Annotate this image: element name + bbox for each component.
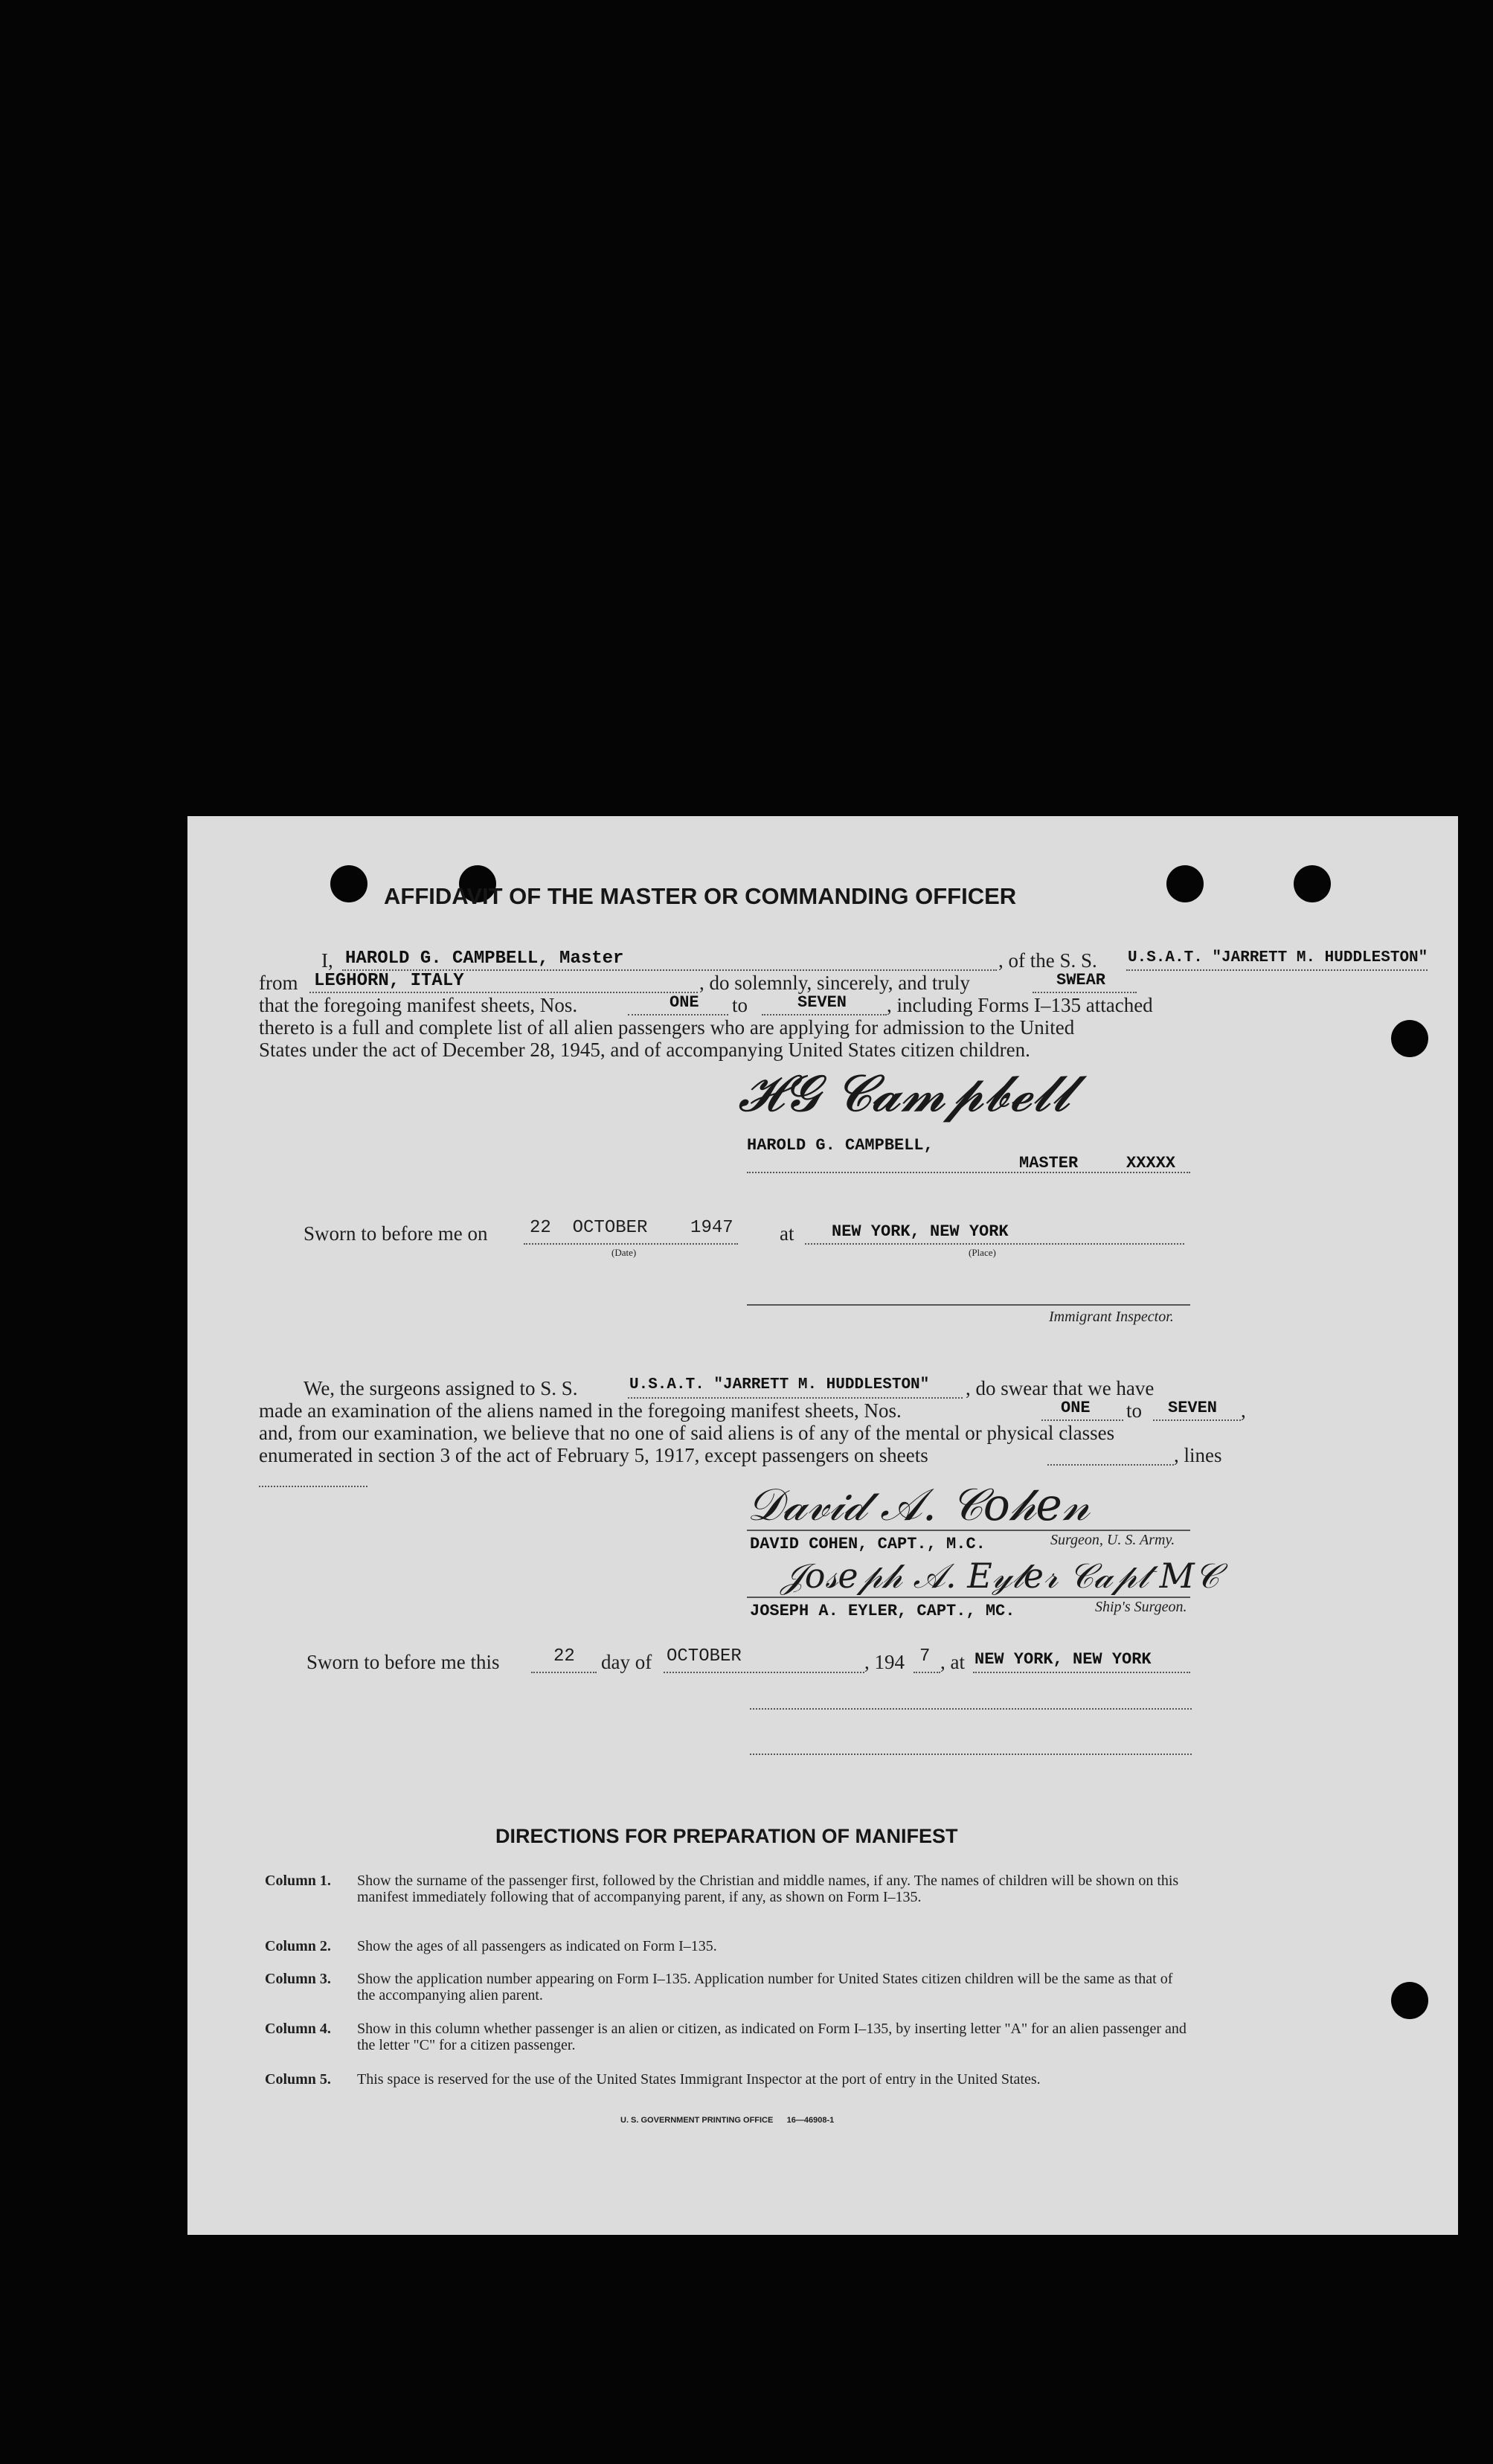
surgeons-line-2: made an examination of the aliens named in the foregoing manifest sheets, Nos. (259, 1399, 902, 1422)
lines-line (259, 1486, 367, 1487)
solemnly-text: , do solemnly, sincerely, and truly (699, 972, 970, 994)
including-text: , including Forms I–135 attached (887, 994, 1153, 1016)
column-3-text: Show the application number appearing on Form I–135. Application number for United States citizen children will be the same as that of the accompanying alien parent. (357, 1971, 1173, 2003)
master-sworn-date: 22 OCTOBER 1947 (530, 1218, 733, 1238)
inspector-line-1 (750, 1708, 1192, 1710)
to-label: to (732, 994, 748, 1016)
punch-hole (1391, 1982, 1428, 2019)
column-1-text: Show the surname of the passenger first, followed by the Christian and middle names, if any. The names of children will be shown on this manifest immediately following that of accompanying parent, if any, as shown on Form I–135. (357, 1873, 1179, 1905)
column-2-label: Column 2. (265, 1938, 331, 1954)
surgeons-to-label: to (1126, 1399, 1143, 1422)
i-label: I, (321, 949, 333, 972)
day-value: 22 (553, 1646, 575, 1666)
directions-title: DIRECTIONS FOR PREPARATION OF MANIFEST (495, 1825, 958, 1847)
month-value: OCTOBER (667, 1646, 742, 1666)
master-sworn-place: NEW YORK, NEW YORK (832, 1222, 1009, 1241)
surgeons-sworn-place: NEW YORK, NEW YORK (975, 1650, 1152, 1669)
port-value: LEGHORN, ITALY (314, 971, 464, 991)
master-sworn-date-line (524, 1243, 738, 1245)
master-title-strike: XXXXX (1126, 1154, 1176, 1172)
punch-hole (1391, 1020, 1428, 1057)
surgeon1-signature: 𝒟𝒶𝓋𝒾𝒹 𝒜. 𝒞𝑜𝒽𝑒𝓃 (747, 1479, 1090, 1531)
master-name: HAROLD G. CAMPBELL, Master (345, 949, 624, 969)
surgeon1-signature-line (747, 1530, 1190, 1531)
column-5-text: This space is reserved for the use of the United States Immigrant Inspector at the port of entry in the United States. (357, 2071, 1041, 2088)
affidavit-line-5: States under the act of December 28, 1945, and of accompanying United States citizen children. (259, 1039, 1030, 1061)
master-sworn-label: Sworn to before me on (304, 1222, 488, 1245)
surgeon2-signature-line (747, 1597, 1190, 1598)
year-line (914, 1672, 940, 1673)
column-3-label: Column 3. (265, 1971, 331, 1987)
surgeons-intro: We, the surgeons assigned to S. S. (304, 1377, 578, 1399)
nos-to-line (762, 1014, 887, 1016)
master-title: MASTER (1019, 1154, 1079, 1172)
master-sworn-place-line (805, 1243, 1184, 1245)
surgeons-ship-line (628, 1397, 963, 1399)
ship-name-line (1126, 969, 1428, 971)
surgeons-place-line (973, 1672, 1190, 1673)
nos-from-line (628, 1014, 728, 1016)
surgeon2-title: Ship's Surgeon. (1095, 1599, 1187, 1615)
surgeons-ship-name: U.S.A.T. "JARRETT M. HUDDLESTON" (629, 1376, 930, 1393)
sheets-line (1047, 1464, 1174, 1466)
column-5-label: Column 5. (265, 2071, 331, 2088)
nos-from: ONE (670, 993, 699, 1012)
surgeon2-name: JOSEPH A. EYLER, CAPT., MC. (750, 1602, 1015, 1620)
manifest-text: that the foregoing manifest sheets, Nos. (259, 994, 578, 1016)
surgeon1-name: DAVID COHEN, CAPT., M.C. (750, 1535, 986, 1553)
surgeons-at-label: , at (940, 1651, 965, 1673)
surgeons-nos-to-line (1153, 1419, 1241, 1421)
comma: , (1241, 1399, 1246, 1422)
punch-hole (1166, 865, 1204, 902)
surgeons-line-4: enumerated in section 3 of the act of February 5, 1917, except passengers on sheets (259, 1444, 928, 1466)
surgeon2-signature: 𝒥𝑜𝓈𝑒𝓅𝒽 𝒜. 𝐸𝓎𝓁𝑒𝓇 𝒞𝒶𝓅𝓉 𝑀𝒞 (781, 1556, 1220, 1596)
nos-to: SEVEN (797, 993, 847, 1012)
oath-word: SWEAR (1056, 971, 1106, 989)
year-suffix: 7 (919, 1646, 931, 1666)
lines-label: , lines (1174, 1444, 1222, 1466)
surgeons-sworn-label: Sworn to before me this (306, 1651, 500, 1673)
day-of-label: day of (601, 1651, 652, 1673)
of-ss-label: , of the S. S. (998, 949, 1097, 972)
column-1-label: Column 1. (265, 1873, 331, 1889)
surgeon1-title: Surgeon, U. S. Army. (1050, 1532, 1175, 1548)
inspector-line-2 (750, 1754, 1192, 1755)
master-at-label: at (780, 1222, 794, 1245)
master-typed-name: HAROLD G. CAMPBELL, (747, 1136, 934, 1155)
master-signature-line (747, 1172, 1190, 1173)
column-4-label: Column 4. (265, 2021, 331, 2037)
surgeons-nos-from-line (1041, 1419, 1123, 1421)
master-signature: 𝓗𝓖 𝓒𝓪𝓶𝓹𝓫𝓮𝓵𝓵 (738, 1065, 1071, 1123)
surgeons-nos-from: ONE (1061, 1399, 1091, 1417)
surgeons-nos-to: SEVEN (1168, 1399, 1218, 1417)
year-prefix: , 194 (864, 1651, 905, 1673)
surgeons-line-3: and, from our examination, we believe that no one of said aliens is of any of the mental or physical classes (259, 1422, 1115, 1444)
inspector-caption: Immigrant Inspector. (1049, 1309, 1174, 1325)
from-label: from (259, 972, 298, 994)
port-line (309, 992, 698, 993)
column-4-text: Show in this column whether passenger is an alien or citizen, as indicated on Form I–135, by inserting letter "A" for an alien passenger and the letter "C" for a citizen passenger. (357, 2021, 1187, 2053)
affidavit-title: AFFIDAVIT OF THE MASTER OR COMMANDING OFFICER (384, 883, 1017, 909)
oath-line (1033, 992, 1137, 993)
column-2-text: Show the ages of all passengers as indicated on Form I–135. (357, 1938, 717, 1954)
punch-hole (1294, 865, 1331, 902)
ship-name: U.S.A.T. "JARRETT M. HUDDLESTON" (1128, 949, 1428, 966)
manifest-page (187, 816, 1458, 2235)
month-line (664, 1672, 864, 1673)
day-line (531, 1672, 597, 1673)
punch-hole (330, 865, 367, 902)
surgeons-swear-text: , do swear that we have (966, 1377, 1155, 1399)
printing-office-footer: U. S. GOVERNMENT PRINTING OFFICE 16—46908-1 (620, 2116, 835, 2125)
affidavit-line-4: thereto is a full and complete list of all alien passengers who are applying for admission to the United (259, 1016, 1075, 1039)
inspector-line (747, 1304, 1190, 1306)
place-caption: (Place) (969, 1247, 996, 1258)
date-caption: (Date) (611, 1247, 637, 1258)
